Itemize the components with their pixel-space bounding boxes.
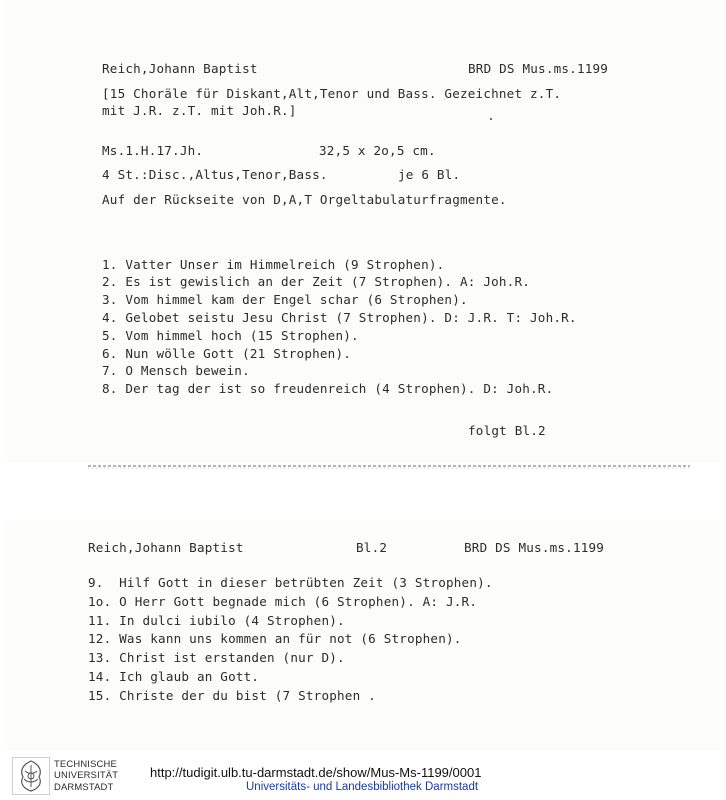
card1-continued-note: folgt Bl.2	[468, 423, 546, 438]
card1-list-item: 6. Nun wölle Gott (21 Strophen).	[102, 346, 352, 361]
card1-header-composer: Reich,Johann Baptist	[102, 61, 258, 76]
card2-list-item: 15. Christe der du bist (7 Strophen .	[88, 688, 376, 703]
footer-bar	[0, 752, 726, 800]
tu-darmstadt-logo-icon	[12, 757, 50, 795]
card2-list-item: 12. Was kann uns kommen an für not (6 Strophen).	[88, 631, 462, 646]
card2-list-item: 14. Ich glaub an Gott.	[88, 669, 260, 684]
ink-speck	[490, 118, 492, 120]
card1-list-item: 5. Vom himmel hoch (15 Strophen).	[102, 328, 359, 343]
card1-list-item: 2. Es ist gewislich an der Zeit (7 Strophen). A: Joh.R.	[102, 274, 531, 289]
card1-format-left: Ms.1.H.17.Jh.	[102, 143, 204, 158]
card1-list-item: 3. Vom himmel kam der Engel schar (6 Strophen).	[102, 292, 468, 307]
card1-note: Auf der Rückseite von D,A,T Orgeltabulaturfragmente.	[102, 192, 507, 207]
card1-list-item: 1. Vatter Unser im Himmelreich (9 Strophen).	[102, 257, 445, 272]
card2-header-composer: Reich,Johann Baptist	[88, 540, 244, 555]
card-tear-divider	[0, 462, 726, 472]
card1-list-item: 7. O Mensch bewein.	[102, 363, 250, 378]
card1-header-shelfmark: BRD DS Mus.ms.1199	[468, 61, 609, 76]
permalink-url[interactable]: http://tudigit.ulb.tu-darmstadt.de/show/Mus-Ms-1199/0001	[150, 765, 482, 780]
card1-list-item: 4. Gelobet seistu Jesu Christ (7 Strophen). D: J.R. T: Joh.R.	[102, 310, 577, 325]
card2-header-sheet: Bl.2	[356, 540, 388, 555]
card1-parts-left: 4 St.:Disc.,Altus,Tenor,Bass.	[102, 167, 328, 182]
card1-list-item: 8. Der tag der ist so freudenreich (4 Strophen). D: Joh.R.	[102, 381, 554, 396]
card1-description-line1: [15 Choräle für Diskant,Alt,Tenor und Bass. Gezeichnet z.T.	[102, 86, 562, 101]
card2-header-shelfmark: BRD DS Mus.ms.1199	[464, 540, 605, 555]
wordmark-line: UNIVERSITÄT	[54, 769, 119, 781]
wordmark-line: TECHNISCHE	[54, 758, 117, 769]
card1-parts-right: je 6 Bl.	[398, 167, 461, 182]
wordmark-line: DARMSTADT	[54, 780, 114, 792]
card1-description-line2: mit J.R. z.T. mit Joh.R.]	[102, 103, 297, 118]
library-name: Universitäts- und Landesbibliothek Darmstadt	[246, 781, 479, 793]
card2-list-item: 11. In dulci iubilo (4 Strophen).	[88, 613, 345, 628]
card2-list-item: 9. Hilf Gott in dieser betrübten Zeit (3 Strophen).	[88, 575, 493, 590]
card1-format-right: 32,5 x 2o,5 cm.	[319, 143, 436, 158]
card2-list-item: 1o. O Herr Gott begnade mich (6 Strophen). A: J.R.	[88, 594, 478, 609]
university-wordmark	[54, 758, 118, 792]
card2-list-item: 13. Christ ist erstanden (nur D).	[88, 650, 345, 665]
